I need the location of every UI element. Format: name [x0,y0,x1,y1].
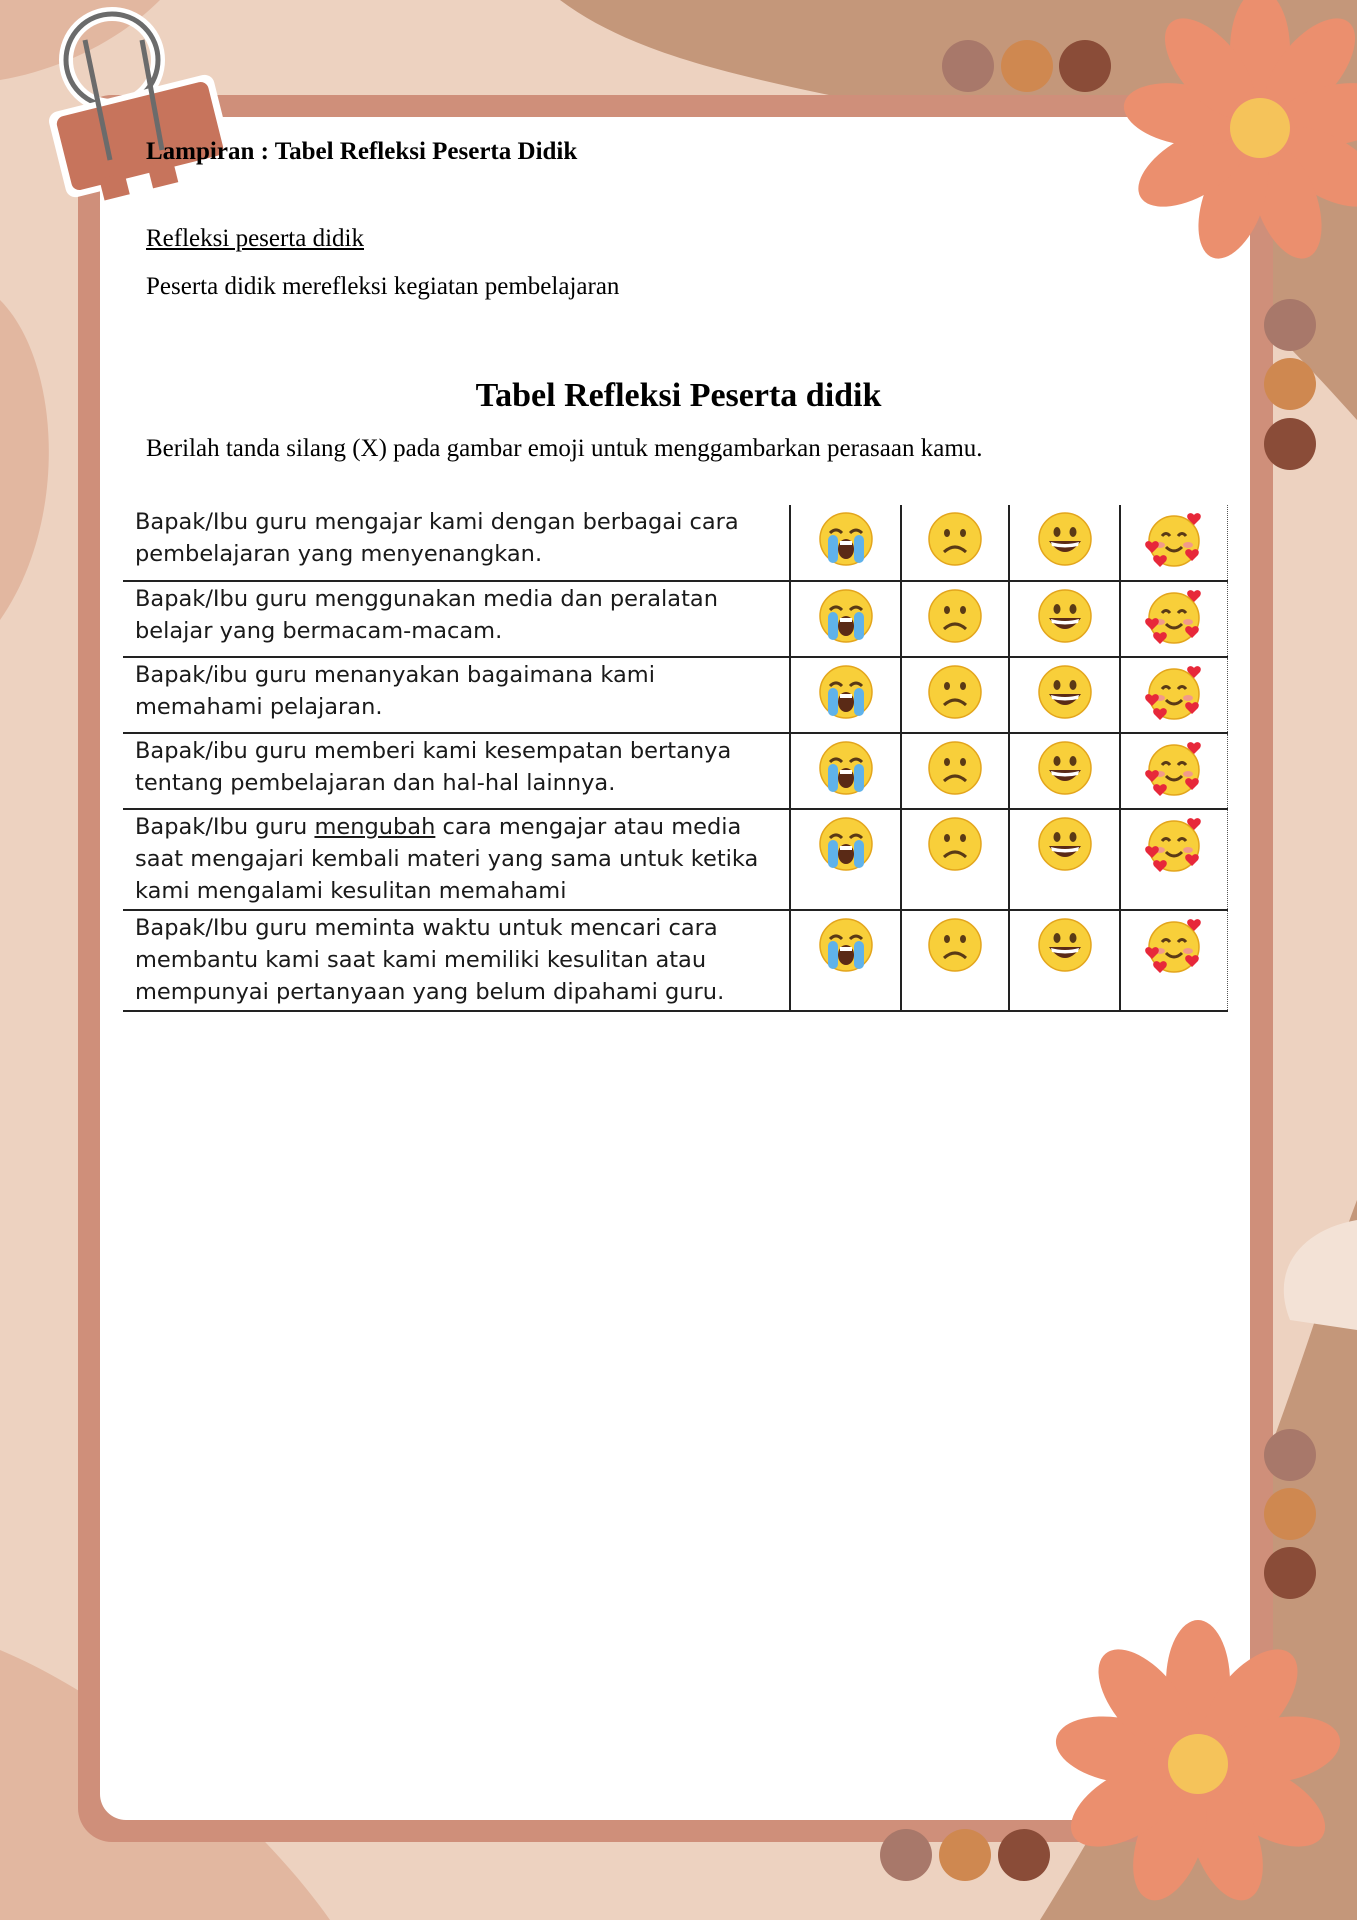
emoji-option-cell[interactable] [1120,657,1227,733]
crying-face-icon [818,814,874,872]
table-row [123,733,1227,809]
emoji-option-cell[interactable] [901,505,1009,581]
emoji-option-cell[interactable] [790,581,901,657]
emoji-option-cell[interactable] [1009,505,1120,581]
statement-text: Bapak/Ibu guru menggunakan media dan peralatan [135,586,718,612]
grinning-face-icon [1037,738,1093,796]
statement-text: Bapak/Ibu guru mengajar kami dengan berbagai cara [135,509,739,535]
crying-face-icon [818,586,874,644]
statement-cell [123,505,790,581]
emoji-option-cell[interactable] [1120,809,1227,910]
frowning-face-icon [927,662,983,720]
emoji-option-cell[interactable] [1009,733,1120,809]
emoji-option-cell[interactable] [1120,733,1227,809]
emoji-option-cell[interactable] [1009,657,1120,733]
statement-text: mempunyai pertanyaan yang belum dipahami guru. [135,979,725,1005]
emoji-option-cell[interactable] [1120,581,1227,657]
statement-text: Bapak/Ibu guru [135,814,315,840]
frowning-face-icon [927,738,983,796]
grinning-face-icon [1037,814,1093,872]
smiling-face-with-hearts-icon [1144,738,1204,798]
frowning-face-icon [927,586,983,644]
emoji-option-cell[interactable] [1009,910,1120,1011]
statement-text: mengubah [314,814,436,840]
smiling-face-with-hearts-icon [1144,915,1204,975]
lampiran-heading: Lampiran : Tabel Refleksi Peserta Didik [146,138,578,165]
emoji-option-cell[interactable] [1009,809,1120,910]
emoji-option-cell[interactable] [901,910,1009,1011]
emoji-option-cell[interactable] [1120,910,1227,1011]
grinning-face-icon [1037,586,1093,644]
emoji-option-cell[interactable] [901,733,1009,809]
statement-text: kami mengalami kesulitan memahami [135,878,567,904]
smiling-face-with-hearts-icon [1144,509,1204,569]
emoji-option-cell[interactable] [901,809,1009,910]
smiling-face-with-hearts-icon [1144,586,1204,646]
reflection-table [123,505,1228,1012]
table-row [123,657,1227,733]
statement-text: Bapak/Ibu guru meminta waktu untuk mencari cara [135,915,718,941]
statement-text: Bapak/ibu guru memberi kami kesempatan bertanya [135,738,732,764]
statement-text: memahami pelajaran. [135,694,383,720]
crying-face-icon [818,509,874,567]
statement-cell [123,581,790,657]
emoji-option-cell[interactable] [790,733,901,809]
smiling-face-with-hearts-icon [1144,814,1204,874]
grinning-face-icon [1037,662,1093,720]
instruction-text: Berilah tanda silang (X) pada gambar emoji untuk menggambarkan perasaan kamu. [146,435,983,462]
section-description: Peserta didik merefleksi kegiatan pembelajaran [146,273,620,300]
emoji-option-cell[interactable] [901,581,1009,657]
crying-face-icon [818,738,874,796]
statement-text: tentang pembelajaran dan hal-hal lainnya. [135,770,616,796]
frowning-face-icon [927,915,983,973]
table-row [123,910,1227,1011]
table-row [123,809,1227,910]
table-row [123,581,1227,657]
emoji-option-cell[interactable] [790,809,901,910]
emoji-option-cell[interactable] [901,657,1009,733]
statement-text: membantu kami saat kami memiliki kesulitan atau [135,947,707,973]
section-title: Refleksi peserta didik [146,225,364,252]
statement-text: cara mengajar atau media [435,814,742,840]
statement-cell [123,910,790,1011]
frowning-face-icon [927,814,983,872]
statement-cell [123,809,790,910]
grinning-face-icon [1037,509,1093,567]
frowning-face-icon [927,509,983,567]
statement-text: Bapak/ibu guru menanyakan bagaimana kami [135,662,655,688]
table-row [123,505,1227,581]
grinning-face-icon [1037,915,1093,973]
table-title: Tabel Refleksi Peserta didik [475,377,882,414]
emoji-option-cell[interactable] [790,657,901,733]
statement-text: saat mengajari kembali materi yang sama untuk ketika [135,846,759,872]
crying-face-icon [818,662,874,720]
smiling-face-with-hearts-icon [1144,662,1204,722]
statement-text: pembelajaran yang menyenangkan. [135,541,543,567]
statement-text: belajar yang bermacam-macam. [135,618,503,644]
statement-cell [123,733,790,809]
crying-face-icon [818,915,874,973]
emoji-option-cell[interactable] [790,505,901,581]
emoji-option-cell[interactable] [1120,505,1227,581]
emoji-option-cell[interactable] [790,910,901,1011]
statement-cell [123,657,790,733]
emoji-option-cell[interactable] [1009,581,1120,657]
